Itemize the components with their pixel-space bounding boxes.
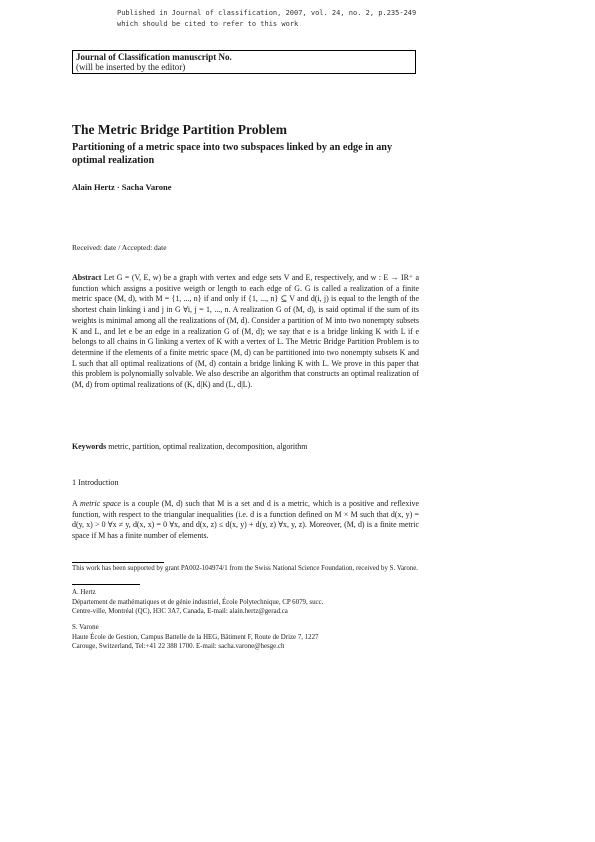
intro-text-before: A xyxy=(72,499,81,508)
manuscript-box-title: Journal of Classification manuscript No. xyxy=(76,52,232,62)
received-date: Received: date / Accepted: date xyxy=(72,243,167,252)
section-number: 1 xyxy=(72,478,77,487)
paper-authors: Alain Hertz · Sacha Varone xyxy=(72,182,172,192)
abstract-label: Abstract xyxy=(72,273,102,282)
abstract-text: Let G = (V, E, w) be a graph with vertex and edge sets V and E, respectively, and w : E → IR⁺ a function which assigns a positive weigth or length to each edge of G. G is called a realization of a finite metric space (M, d), with M = {1, ..., n} if and only if {1, ..., n} ⊆ V and d(i, j) is equal to the length of the shortest chain linking i and j in G ∀i, j = 1, ..., n. A realization G of (M, d), is said optimal if the sum of its weights is minimal among all the realizations of (M, d). Consider a partition of M into two nonempty subsets K and L, and let e be an edge in a realization G of (M, d); we say that e is a bridge linking K with L if e belongs to all chains in G linking a vertex of K with a vertex of L. The Metric Bridge Partition Problem is to determine if the elements of a finite metric space (M, d) can be partitioned into two nonempty subsets K and L such that all optimal realizations of (M, d) contain a bridge linking K with L. We prove in this paper that this problem is polynomially solvable. We also describe an algorithm that constructs an optimal realization of (M, d) from optimal realizations of (K, d|K) and (L, d|L). xyxy=(72,273,419,390)
affiliation-address-contact: Carouge, Switzerland, Tel:+41 22 388 1700. E-mail: sacha.varone@hesge.ch xyxy=(72,643,285,650)
affiliation-varone xyxy=(72,623,419,652)
footnote-rule xyxy=(72,562,164,563)
publication-note-line-2: which should be cited to refer to this work xyxy=(117,20,299,28)
paper-title: The Metric Bridge Partition Problem xyxy=(72,122,287,137)
publication-note xyxy=(117,8,416,30)
keywords-text: metric, partition, optimal realization, decomposition, algorithm xyxy=(108,442,308,451)
affiliation-name: S. Varone xyxy=(72,624,99,631)
publication-note-line-1: Published in Journal of classification, 2007, vol. 24, no. 2, p.235-249 xyxy=(117,9,417,17)
intro-text-after: is a couple (M, d) such that M is a set and d is a metric, which is a positive and reflexive function, with respect to the triangular inequalities (i.e. d is a function defined on M × M such that d(x, y) = d(y, x) > 0 ∀x ≠ y, d(x, x) = 0 ∀x, and d(x, z) ≤ d(x, y) + d(y, z) ∀x, y, z). Moreover, (M, d) is a finite metric space if M has a finite number of elements. xyxy=(72,499,419,540)
paper-subtitle: Partitioning of a metric space into two subspaces linked by an edge in any optimal realization xyxy=(72,142,393,166)
keywords xyxy=(72,442,307,451)
affiliation-rule xyxy=(72,584,140,585)
affiliation-address: Département de mathématiques et de génie industriel, École Polytechnique, CP 6079, succ. xyxy=(72,598,324,606)
manuscript-box-note: (will be inserted by the editor) xyxy=(76,62,186,72)
keywords-label: Keywords xyxy=(72,442,107,451)
funding-footnote: This work has been supported by grant PA002-104974/1 from the Swiss National Science Foundation, received by S. Varone. xyxy=(72,565,419,572)
section-title: Introduction xyxy=(78,478,119,487)
intro-term: metric space xyxy=(80,499,121,508)
intro-paragraph xyxy=(72,499,419,541)
affiliation-name: A. Hertz xyxy=(72,589,96,596)
affiliation-address-contact: Centre-ville, Montréal (QC), H3C 3A7, Canada, E-mail: alain.hertz@gerad.ca xyxy=(72,608,288,615)
section-heading xyxy=(72,478,119,487)
manuscript-box xyxy=(72,50,416,74)
affiliation-address: Haute École de Gestion, Campus Battelle de la HEG, Bâtiment F, Route de Drize 7, 1227 xyxy=(72,633,319,641)
affiliation-hertz xyxy=(72,588,419,617)
abstract xyxy=(72,273,419,391)
